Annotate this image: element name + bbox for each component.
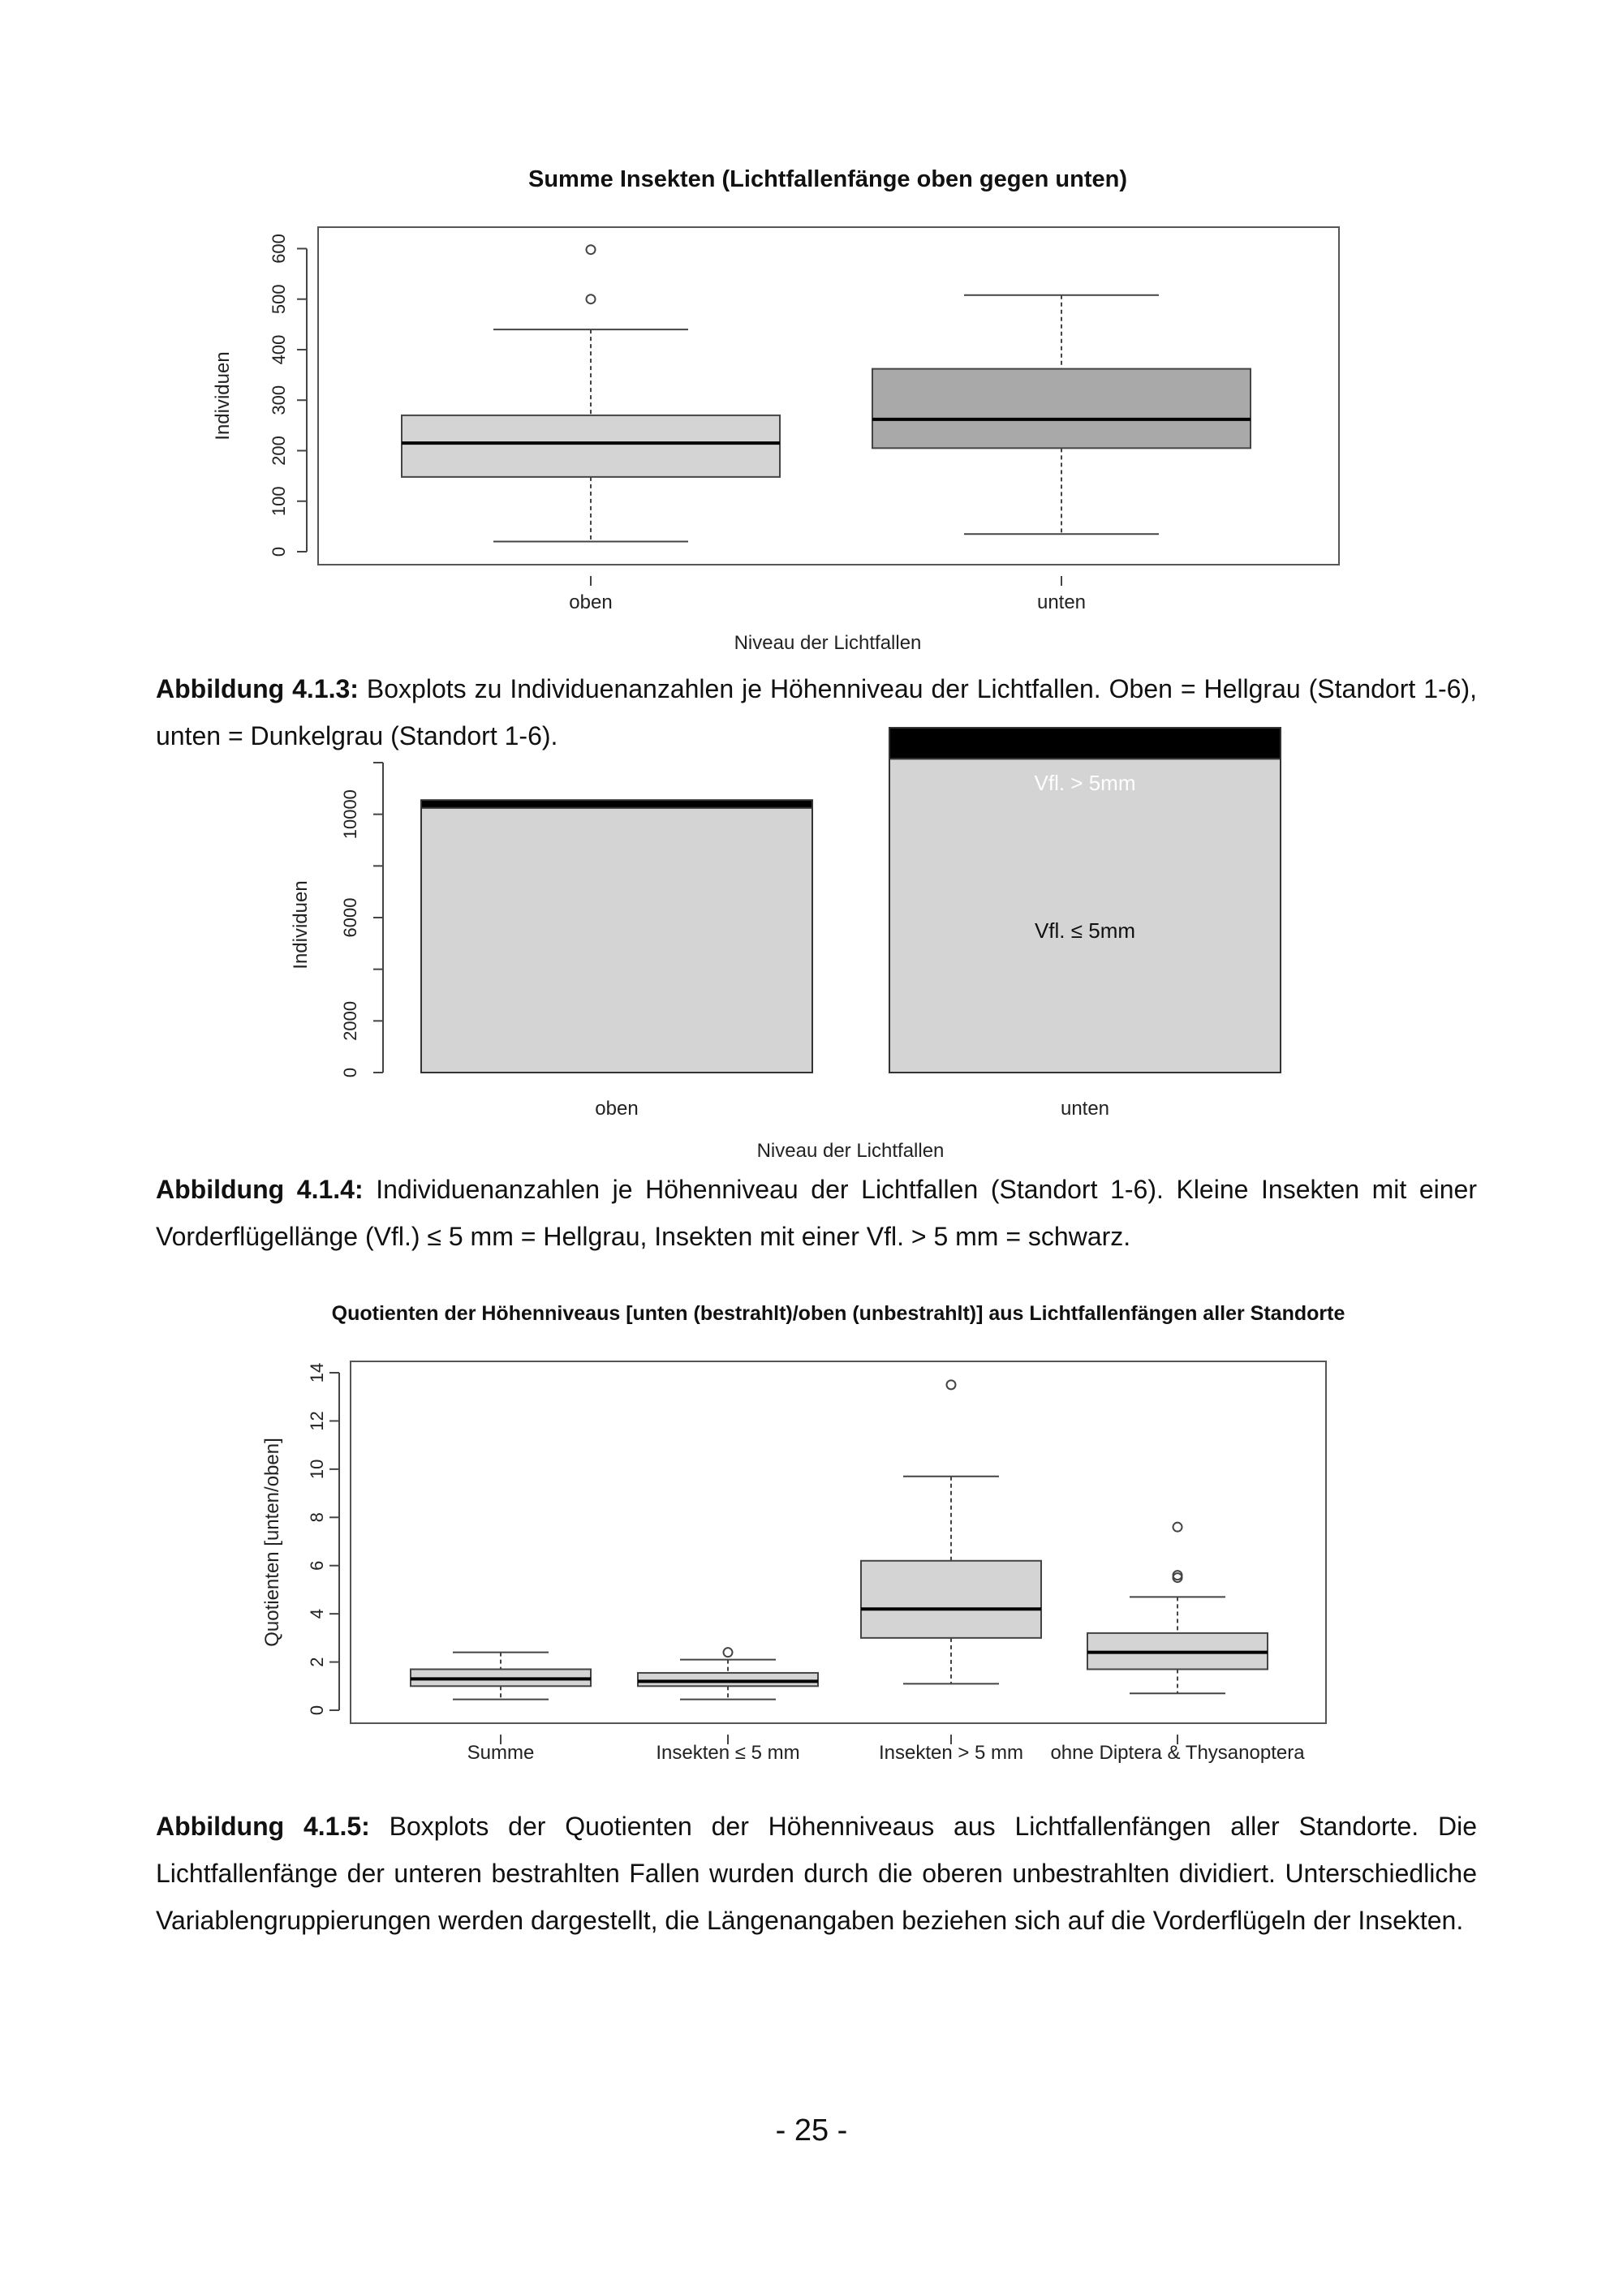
x-tick-label: oben xyxy=(595,1098,639,1120)
y-tick-label: 2 xyxy=(306,1657,327,1667)
box-iqr xyxy=(402,415,780,477)
bar-segment-small xyxy=(889,759,1281,1073)
y-axis-label: Quotienten [unten/oben] xyxy=(261,1438,283,1647)
y-tick-label: 100 xyxy=(268,486,289,517)
annotation-large-insects: Vfl. > 5mm xyxy=(1034,771,1136,795)
x-tick-label: unten xyxy=(1036,591,1087,613)
y-tick-label: 0 xyxy=(268,546,289,557)
y-tick-label: 10 xyxy=(306,1459,327,1480)
page-number: - 25 - xyxy=(775,2113,848,2148)
x-tick-label: Insekten ≤ 5 mm xyxy=(656,1742,800,1764)
y-tick-label: 400 xyxy=(268,334,289,365)
y-axis-label: Individuen xyxy=(290,880,312,970)
y-tick-label: 200 xyxy=(268,436,289,466)
x-axis-label: Niveau der Lichtfallen xyxy=(756,1140,945,1162)
bar-segment-small xyxy=(421,808,812,1073)
y-tick-label: 8 xyxy=(306,1512,327,1523)
caption-text: Boxplots zu Individuenanzahlen je Höhenniveau der Lichtfallen. Oben = Hellgrau (Standort 1-6), unten = Dunkelgrau (Standort 1-6). xyxy=(156,674,1477,750)
y-tick-label: 4 xyxy=(306,1609,327,1619)
y-tick-label: 6 xyxy=(306,1560,327,1571)
box-iqr xyxy=(872,369,1251,449)
y-tick-label: 0 xyxy=(339,1067,360,1078)
caption-label: Abbildung 4.1.4: xyxy=(156,1175,364,1204)
y-tick-label: 2000 xyxy=(339,1000,360,1041)
annotation-small-insects: Vfl. ≤ 5mm xyxy=(1034,918,1136,943)
y-tick-label: 12 xyxy=(306,1411,327,1431)
x-axis-label: Niveau der Lichtfallen xyxy=(734,632,922,654)
chart-title: Quotienten der Höhenniveaus [unten (bestrahlt)/oben (unbestrahlt)] aus Lichtfallenfängen aller Standorte xyxy=(331,1302,1345,1325)
y-axis-label: Individuen xyxy=(212,351,234,441)
caption-4-1-4 xyxy=(156,1166,1477,1260)
caption-4-1-5 xyxy=(156,1803,1477,1944)
x-tick-label: unten xyxy=(1060,1098,1110,1120)
y-tick-label: 14 xyxy=(306,1362,327,1383)
x-tick-label: oben xyxy=(569,591,613,613)
box-iqr xyxy=(638,1673,818,1686)
outlier-point xyxy=(587,295,596,303)
bar-segment-large xyxy=(421,800,812,808)
y-tick-label: 10000 xyxy=(339,789,360,840)
caption-label: Abbildung 4.1.3: xyxy=(156,674,359,703)
box-iqr xyxy=(861,1561,1041,1638)
x-tick-label: ohne Diptera & Thysanoptera xyxy=(1050,1742,1305,1764)
y-tick-label: 300 xyxy=(268,385,289,415)
y-tick-label: 600 xyxy=(268,234,289,264)
outlier-point xyxy=(724,1648,733,1657)
x-tick-label: Insekten > 5 mm xyxy=(878,1742,1024,1764)
outlier-point xyxy=(587,245,596,254)
caption-text: Boxplots der Quotienten der Höhenniveaus aus Lichtfallenfängen aller Standorte. Die Lichtfallenfänge der unteren bestrahlten Fallen wurden durch die oberen unbestrahlten dividiert. Unterschiedliche Variablengruppierungen werden dargestellt, die Längenangaben beziehen sich auf die Vorderflügeln der Insekten. xyxy=(156,1812,1478,1935)
chart-title: Summe Insekten (Lichtfallenfänge oben gegen unten) xyxy=(528,166,1127,192)
y-tick-label: 6000 xyxy=(339,897,360,938)
y-tick-label: 500 xyxy=(268,284,289,315)
caption-4-1-3 xyxy=(156,665,1477,759)
caption-label: Abbildung 4.1.5: xyxy=(156,1812,370,1841)
outlier-point xyxy=(1173,1523,1182,1532)
caption-text: Individuenanzahlen je Höhenniveau der Lichtfallen (Standort 1-6). Kleine Insekten mit einer Vorderflügellänge (Vfl.) ≤ 5 mm = Hellgrau, Insekten mit einer Vfl. > 5 mm = schwarz. xyxy=(156,1175,1478,1251)
x-tick-label: Summe xyxy=(467,1742,535,1764)
outlier-point xyxy=(947,1380,956,1389)
y-tick-label: 0 xyxy=(306,1705,327,1716)
